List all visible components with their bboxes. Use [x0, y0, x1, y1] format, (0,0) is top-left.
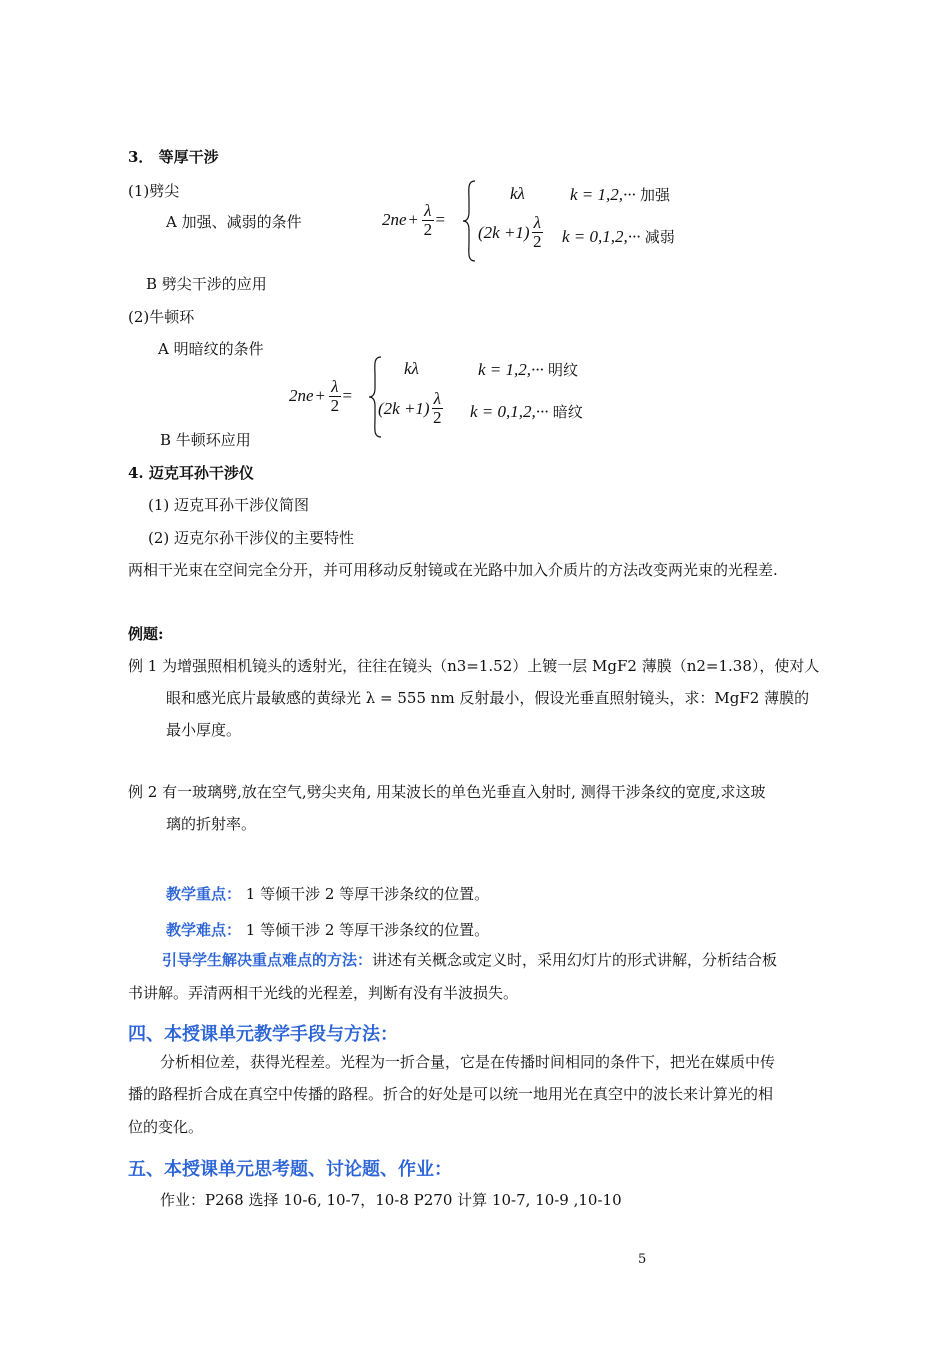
wedge-subtitle: (1)劈尖 — [128, 182, 180, 200]
frac-den: 2 — [433, 408, 442, 427]
newton-application: B 牛顿环应用 — [160, 431, 251, 449]
example-2-line-2: 璃的折射率。 — [166, 815, 257, 833]
example-2-line-1: 例 2 有一玻璃劈,放在空气,劈尖夹角, 用某波长的单色光垂直入射时, 测得干涉条纹的宽度,求这玻 — [128, 783, 766, 801]
case-k: k = 0,1,2,··· — [470, 402, 553, 421]
case-expr: kλ — [510, 184, 525, 203]
section-3-title: 3． 等厚干涉 — [128, 148, 219, 166]
teaching-method-line-2: 书讲解。弄清两相干光线的光程差，判断有没有半波损失。 — [128, 984, 519, 1002]
newton-case2-expr — [378, 390, 445, 427]
frac-num: λ — [433, 389, 441, 408]
key-points-label: 教学重点： — [166, 885, 242, 903]
wedge-condition-label: A 加强、减弱的条件 — [166, 213, 302, 231]
frac-den: 2 — [533, 232, 542, 251]
wedge-application: B 劈尖干涉的应用 — [146, 275, 267, 293]
example-1-line-1: 例 1 为增强照相机镜头的透射光，往往在镜头（n3=1.52）上镀一层 MgF2 薄膜（n2=1.38），使对人 — [128, 657, 820, 675]
newton-case1-expr — [404, 359, 419, 379]
lambda-over-two — [422, 202, 433, 239]
case-label: 暗纹 — [552, 403, 583, 421]
section-four-line-3: 位的变化。 — [128, 1118, 204, 1136]
case-expr: (2k +1) — [478, 222, 530, 242]
case-label: 加强 — [640, 186, 671, 204]
newton-condition-label: A 明暗纹的条件 — [158, 340, 264, 358]
method-label: 引导学生解决重点难点的方法： — [162, 951, 373, 969]
homework-line: 作业：P268 选择 10-6, 10-7，10-8 P270 计算 10-7, 10-9 ,10-10 — [160, 1191, 622, 1209]
lambda-over-two — [329, 378, 340, 415]
case-k: k = 1,2,··· — [478, 360, 549, 379]
teaching-key-points — [166, 883, 489, 904]
newton-formula-lhs — [289, 374, 352, 418]
formula-plus: + — [408, 210, 419, 229]
left-brace-icon — [462, 180, 476, 262]
case-label: 明纹 — [548, 361, 579, 379]
section-4-title: 4. 迈克耳孙干涉仪 — [128, 464, 254, 482]
section-four-title: 四、本授课单元教学手段与方法： — [128, 1024, 398, 1045]
frac-den: 2 — [330, 395, 340, 415]
newton-case1-k — [478, 359, 578, 380]
wedge-case1-expr — [510, 184, 525, 204]
frac-num: λ — [331, 376, 339, 396]
frac-num: λ — [533, 213, 541, 232]
michelson-item-2: (2) 迈克尔孙干涉仪的主要特性 — [148, 529, 355, 547]
case-label: 减弱 — [644, 228, 675, 246]
section-four-line-2: 播的路程折合成在真空中传播的路程。折合的好处是可以统一地用光在真空中的波长来计算光的相 — [128, 1085, 774, 1103]
frac-num: λ — [424, 200, 432, 220]
method-text: 讲述有关概念或定义时，采用幻灯片的形式讲解，分析结合板 — [372, 951, 778, 969]
formula-term: 2ne — [382, 210, 407, 229]
difficulties-label: 教学难点： — [166, 921, 242, 939]
section-four-line-1: 分析相位差，获得光程差。光程为一折合量，它是在传播时间相同的条件下，把光在媒质中传 — [160, 1053, 776, 1071]
key-points-text: 1 等倾干涉 2 等厚干涉条纹的位置。 — [241, 885, 490, 903]
formula-equals: = — [435, 210, 446, 229]
wedge-formula-lhs — [382, 198, 445, 242]
frac-den: 2 — [423, 219, 433, 239]
case-k: k = 0,1,2,··· — [562, 227, 645, 246]
page-number: 5 — [638, 1252, 647, 1267]
wedge-case2-k — [562, 226, 675, 247]
newton-case2-k — [470, 401, 583, 422]
formula-equals: = — [342, 386, 353, 405]
case-k: k = 1,2,··· — [570, 185, 641, 204]
wedge-case1-k — [570, 184, 670, 205]
difficulties-text: 1 等倾干涉 2 等厚干涉条纹的位置。 — [241, 921, 490, 939]
lambda-over-two — [432, 390, 443, 427]
teaching-method-line-1 — [162, 949, 777, 970]
case-expr: kλ — [404, 359, 419, 378]
example-1-line-3: 最小厚度。 — [166, 721, 242, 739]
examples-label: 例题: — [128, 625, 164, 643]
example-1-line-2: 眼和感光底片最敏感的黄绿光 λ = 555 nm 反射最小，假设光垂直照射镜头，求：MgF2 薄膜的 — [166, 689, 810, 707]
wedge-case2-expr — [478, 214, 545, 251]
michelson-item-1: (1) 迈克耳孙干涉仪简图 — [148, 496, 310, 514]
michelson-description: 两相干光束在空间完全分开，并可用移动反射镜或在光路中加入介质片的方法改变两光束的光程差. — [128, 561, 778, 579]
newton-subtitle: (2)牛顿环 — [128, 308, 195, 326]
formula-plus: + — [315, 386, 326, 405]
teaching-difficulties — [166, 919, 489, 940]
lambda-over-two — [532, 214, 543, 251]
formula-term: 2ne — [289, 386, 314, 405]
case-expr: (2k +1) — [378, 398, 430, 418]
section-five-title: 五、本授课单元思考题、讨论题、作业： — [128, 1159, 452, 1180]
